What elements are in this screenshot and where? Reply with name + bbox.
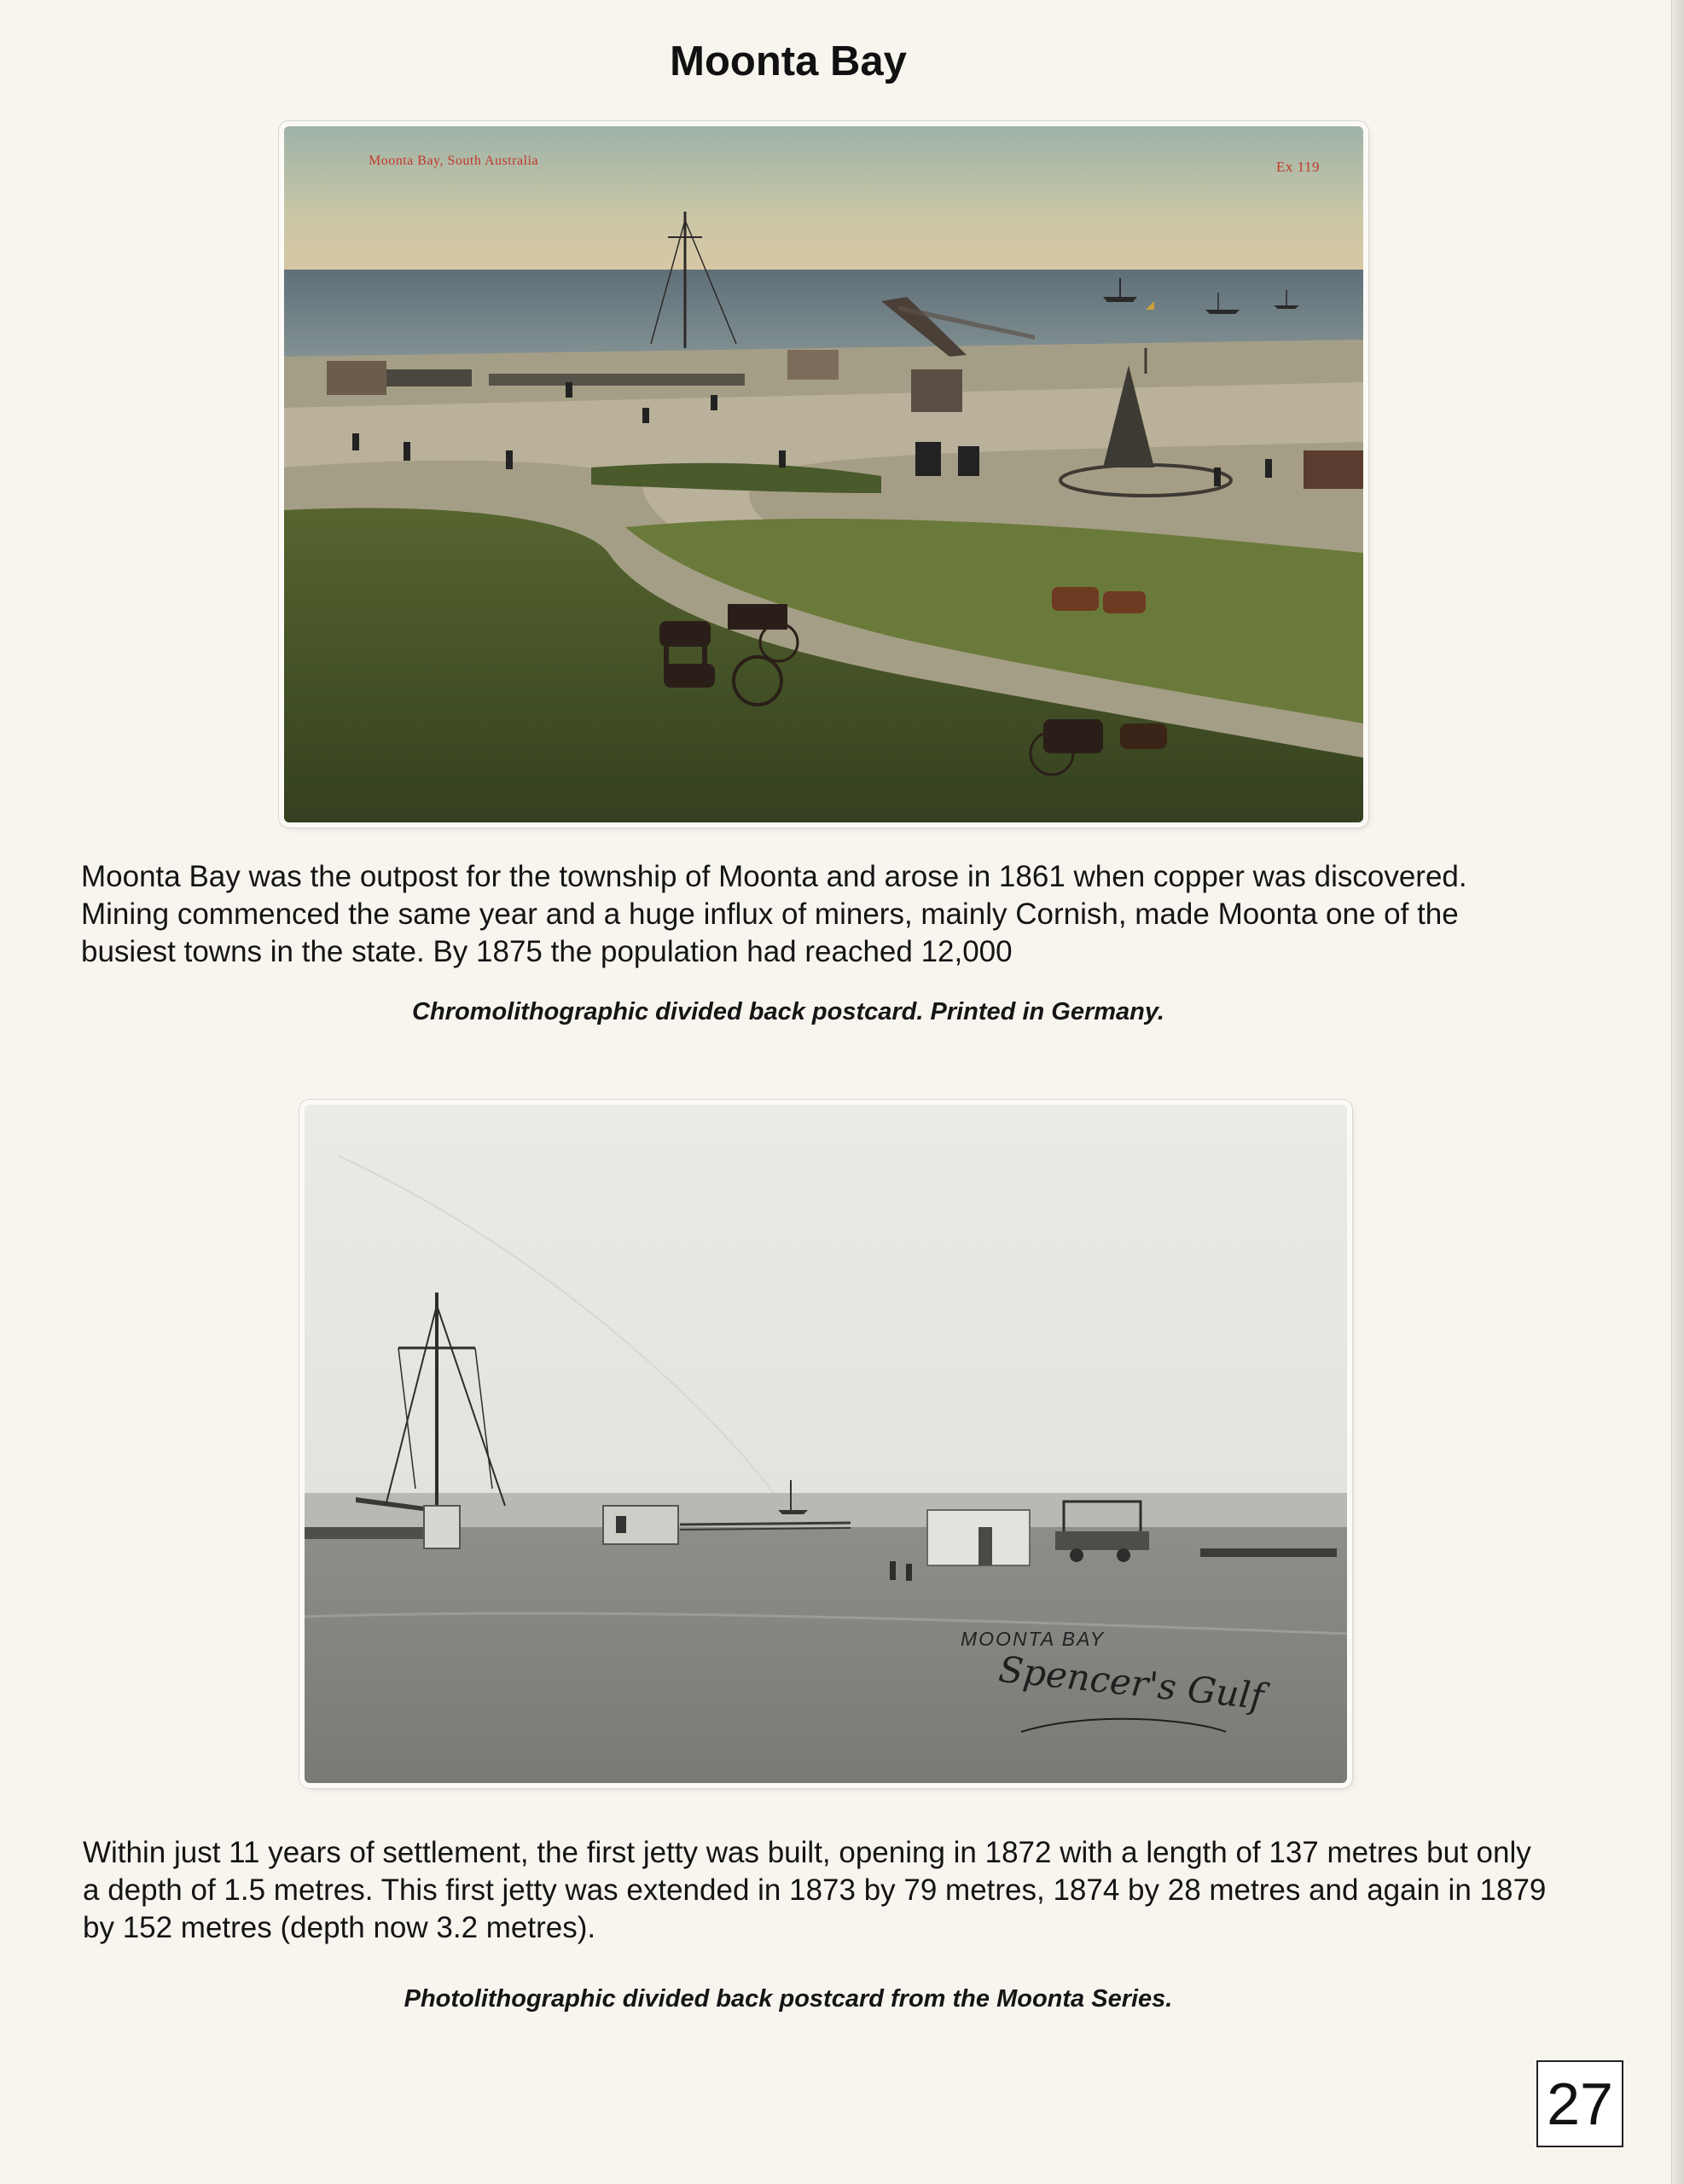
page-number: 27 <box>1536 2060 1623 2147</box>
description-paragraph-1: Moonta Bay was the outpost for the township of Moonta and arose in 1861 when copper was discovered. Mining commenced the same year and a huge influx of miners, mainly Cornish, made Moonta one of the busiest towns in the state. By 1875 the population had reached 12,000 <box>81 860 1467 968</box>
page-title: Moonta Bay <box>670 38 907 84</box>
page-edge <box>1671 0 1684 2184</box>
postcard-printed-caption: Moonta Bay, South Australia <box>369 154 539 168</box>
postcard-handwritten-inscription: Spencer's Gulf <box>996 1647 1266 1718</box>
postcard-color-photo <box>284 126 1363 822</box>
postcard-note-1: Chromolithographic divided back postcard. Printed in Germany. <box>412 998 1164 1025</box>
postcard-printed-caption-2: MOONTA BAY <box>961 1628 1106 1650</box>
postcard-printed-code: Ex 119 <box>1276 159 1321 175</box>
postcard-note-2: Photolithographic divided back postcard from the Moonta Series. <box>404 1985 1173 2013</box>
description-paragraph-2: Within just 11 years of settlement, the first jetty was built, opening in 1872 with a length of 137 metres but only a depth of 1.5 metres. This first jetty was extended in 1873 by 79 metres, 1874 by 28 metres and again in 1879 by 152 metres (depth now 3.2 metres). <box>83 1836 1547 1944</box>
